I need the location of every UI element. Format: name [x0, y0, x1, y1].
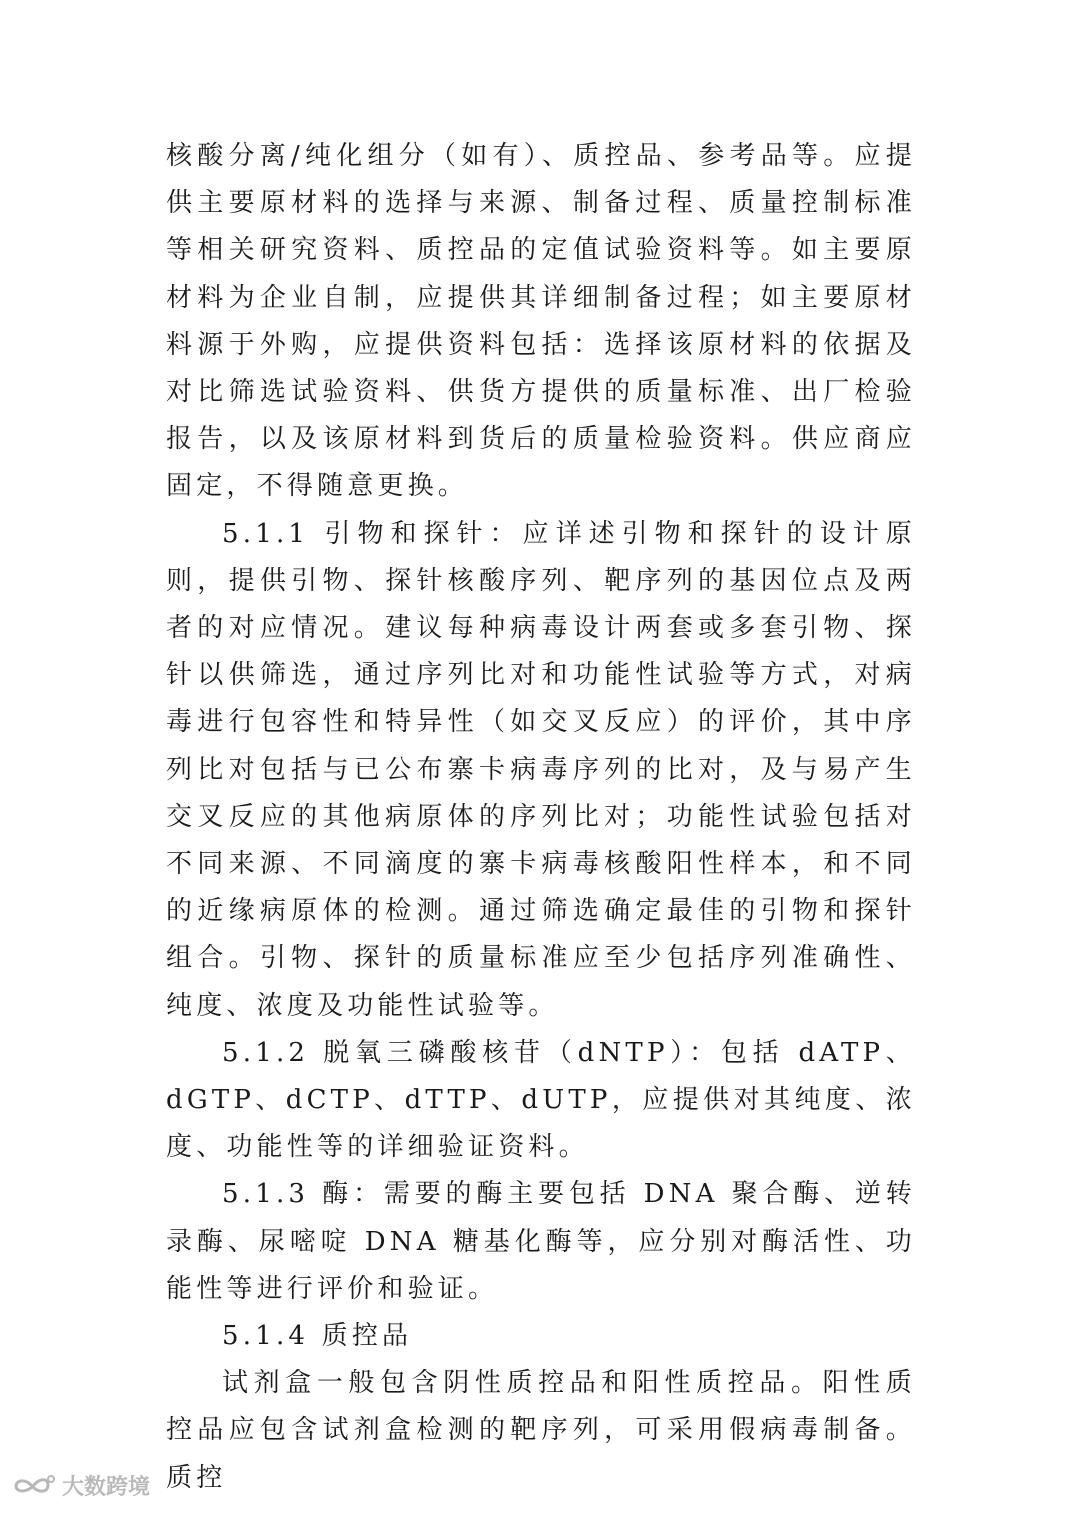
- document-body: [166, 133, 916, 1502]
- paragraph-quality-control: 试剂盒一般包含阴性质控品和阳性质控品。阳性质控品应包含试剂盒检测的靶序列，可采用假病毒制备。质控: [166, 1368, 916, 1493]
- section-heading-quality-control: 5.1.4 质控品: [222, 1321, 413, 1352]
- watermark-text: 大数跨境: [62, 1475, 151, 1500]
- watermark: [10, 1470, 150, 1501]
- paragraph-enzymes: 5.1.3 酶：需要的酶主要包括 DNA 聚合酶、逆转录酶、尿嘧啶 DNA 糖基化酶等，应分别对酶活性、功能性等进行评价和验证。: [166, 1179, 916, 1304]
- infinity-logo-icon: [10, 1473, 56, 1499]
- paragraph-materials-intro: 核酸分离/纯化组分（如有）、质控品、参考品等。应提供主要原材料的选择与来源、制备过程、质量控制标准等相关研究资料、质控品的定值试验资料等。如主要原材料为企业自制，应提供其详细制备过程；如主要原材料源于外购，应提供资料包括：选择该原材料的依据及对比筛选试验资料、供货方提供的质量标准、出厂检验报告，以及该原材料到货后的质量检验资料。供应商应固定，不得随意更换。: [166, 141, 916, 502]
- paragraph-primers-probes: 5.1.1 引物和探针：应详述引物和探针的设计原则，提供引物、探针核酸序列、靶序列的基因位点及两者的对应情况。建议每种病毒设计两套或多套引物、探针以供筛选，通过序列比对和功能性试验等方式，对病毒进行包容性和特异性（如交叉反应）的评价，其中序列比对包括与已公布寨卡病毒序列的比对，及与易产生交叉反应的其他病原体的序列比对；功能性试验包括对不同来源、不同滴度的寨卡病毒核酸阳性样本，和不同的近缘病原体的检测。通过筛选确定最佳的引物和探针组合。引物、探针的质量标准应至少包括序列准确性、纯度、浓度及功能性试验等。: [166, 518, 916, 1021]
- paragraph-dntp: 5.1.2 脱氧三磷酸核苷（dNTP）：包括 dATP、dGTP、dCTP、dTTP、dUTP，应提供对其纯度、浓度、功能性等的详细验证资料。: [166, 1037, 916, 1163]
